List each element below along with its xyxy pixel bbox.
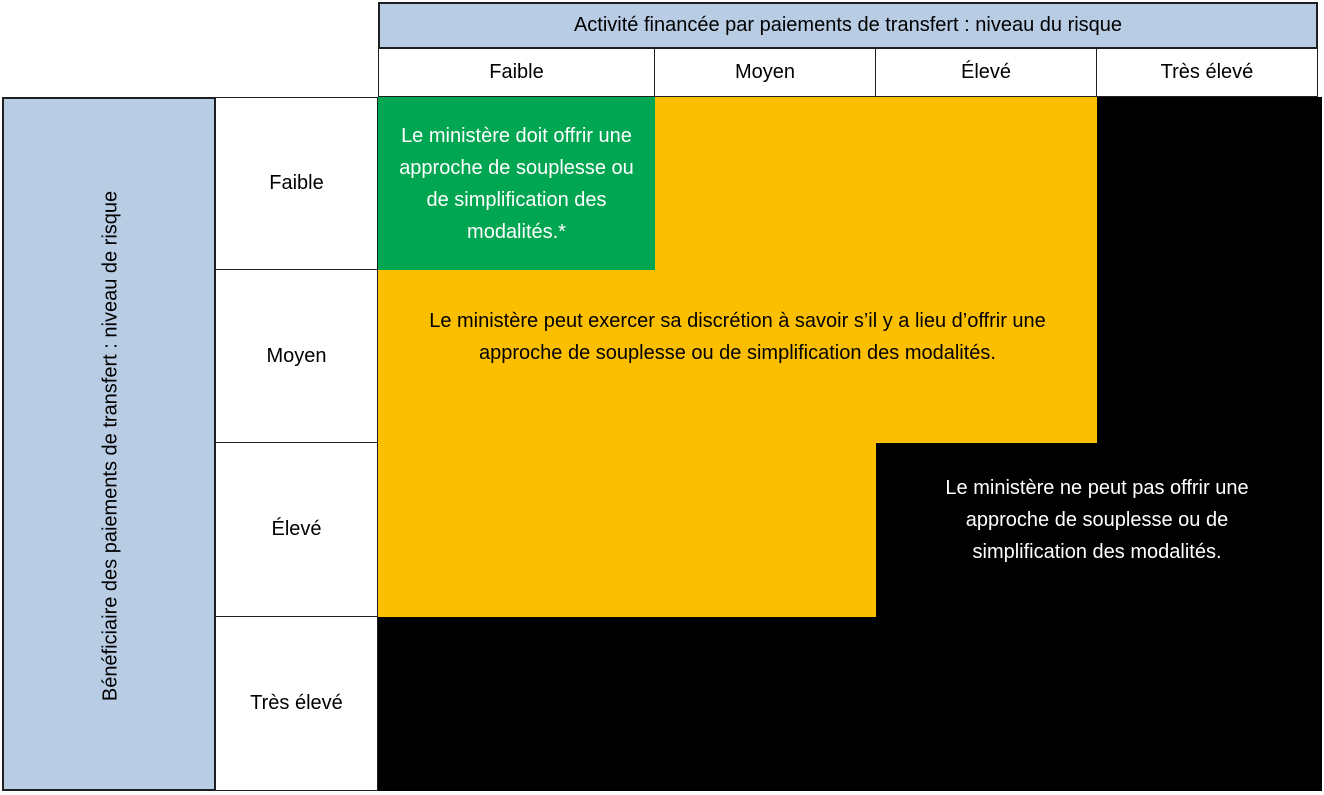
row-level-label: Très élevé xyxy=(250,692,343,714)
column-axis-title-text: Activité financée par paiements de transfert : niveau du risque xyxy=(573,14,1123,36)
column-level-faible xyxy=(378,49,655,97)
row-axis-title xyxy=(2,97,216,791)
column-axis-title xyxy=(378,2,1318,49)
black-zone-text-box xyxy=(876,470,1318,570)
green-zone-text: Le ministère doit offrir une approche de souplesse ou de simplification des modalités.* xyxy=(399,124,634,243)
row-level-moyen xyxy=(216,270,378,443)
row-level-label: Élevé xyxy=(271,518,322,540)
row-level-label: Faible xyxy=(269,172,324,194)
column-level-eleve xyxy=(876,49,1097,97)
black-zone-text: Le ministère ne peut pas offrir une approche de souplesse ou de simplification des modalités. xyxy=(945,477,1249,563)
column-level-tres-eleve xyxy=(1097,49,1318,97)
row-axis-title-text: Bénéficiaire des paiements de transfert : niveau de risque xyxy=(99,190,122,702)
column-level-label: Faible xyxy=(489,61,544,83)
orange-zone-lower xyxy=(378,443,876,617)
row-level-tres-eleve xyxy=(216,617,378,791)
row-level-eleve xyxy=(216,443,378,617)
row-level-label: Moyen xyxy=(266,344,327,367)
column-level-label: Moyen xyxy=(734,61,796,83)
orange-zone-text: Le ministère peut exercer sa discrétion à savoir s’il y a lieu d’offrir une approche de souplesse ou de simplification des modalités. xyxy=(429,310,1046,364)
orange-zone-text-box xyxy=(378,300,1097,374)
row-level-faible xyxy=(216,97,378,270)
column-level-label: Très élevé xyxy=(1160,61,1254,83)
column-level-label: Élevé xyxy=(960,61,1012,83)
green-zone xyxy=(378,97,655,270)
column-level-moyen xyxy=(655,49,876,97)
